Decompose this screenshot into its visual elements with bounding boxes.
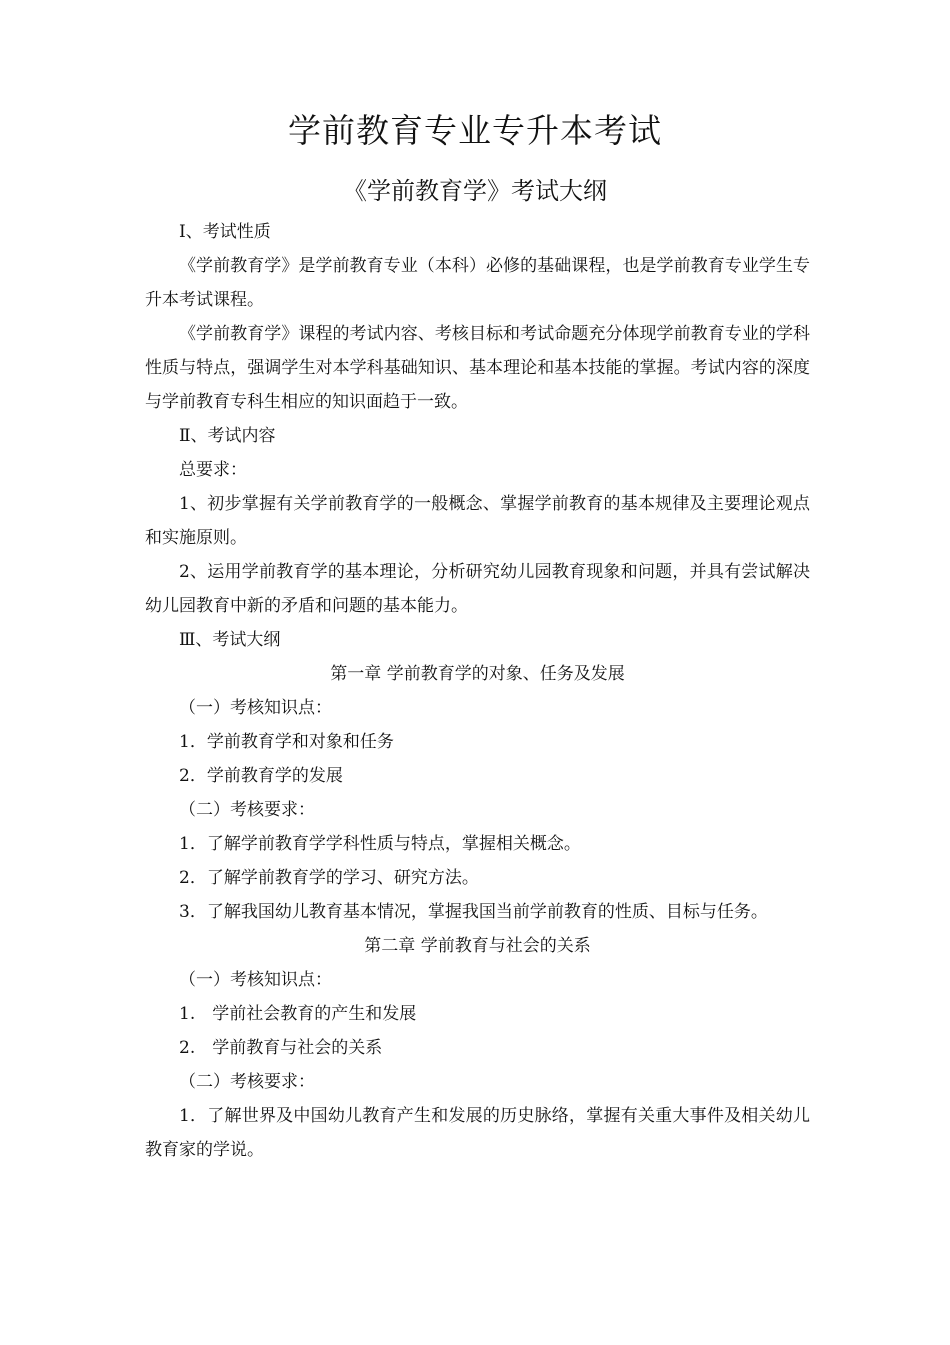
section-heading-nature: Ⅰ、考试性质: [179, 222, 271, 242]
chapter-2-knowledge-1: 1. 学前社会教育的产生和发展: [179, 1004, 417, 1024]
chapter-1-knowledge-2: 2．学前教育学的发展: [179, 766, 343, 786]
chapter-2-requirement-1: 1．了解世界及中国幼儿教育产生和发展的历史脉络，掌握有关重大事件及相关幼儿教育家的学说。: [145, 1106, 810, 1160]
chapter-1-requirement-3: 3．了解我国幼儿教育基本情况，掌握我国当前学前教育的性质、目标与任务。: [179, 902, 768, 922]
section-heading-content: Ⅱ、考试内容: [179, 426, 276, 446]
chapter-1-knowledge-1: 1．学前教育学和对象和任务: [179, 732, 394, 752]
requirement-2: 2、运用学前教育学的基本理论，分析研究幼儿园教育现象和问题，并具有尝试解决幼儿园教育中新的矛盾和问题的基本能力。: [145, 562, 810, 616]
requirement-1: 1、初步掌握有关学前教育学的一般概念、掌握学前教育的基本规律及主要理论观点和实施原则。: [145, 494, 810, 548]
general-requirements-heading: 总要求：: [179, 460, 247, 480]
chapter-1-requirement-2: 2．了解学前教育学的学习、研究方法。: [179, 868, 479, 888]
paragraph-nature-2: 《学前教育学》课程的考试内容、考核目标和考试命题充分体现学前教育专业的学科性质与特点，强调学生对本学科基础知识、基本理论和基本技能的掌握。考试内容的深度与学前教育专科生相应的知识面趋于一致。: [145, 324, 810, 412]
chapter-2-knowledge-heading: （一）考核知识点：: [179, 970, 332, 990]
chapter-2-heading: 第二章 学前教育与社会的关系: [364, 936, 591, 956]
chapter-2-knowledge-2: 2. 学前教育与社会的关系: [179, 1038, 383, 1058]
document-subtitle: 《学前教育学》考试大纲: [343, 177, 607, 205]
chapter-2-requirements-heading: （二）考核要求：: [179, 1072, 315, 1092]
paragraph-nature-1: 《学前教育学》是学前教育专业（本科）必修的基础课程，也是学前教育专业学生专升本考试课程。: [145, 256, 810, 310]
chapter-1-knowledge-heading: （一）考核知识点：: [179, 698, 332, 718]
section-heading-outline: Ⅲ、考试大纲: [179, 630, 281, 650]
document-title: 学前教育专业专升本考试: [288, 111, 662, 150]
chapter-1-heading: 第一章 学前教育学的对象、任务及发展: [330, 664, 625, 684]
document-body: [145, 215, 810, 1167]
chapter-1-requirements-heading: （二）考核要求：: [179, 800, 315, 820]
chapter-1-requirement-1: 1．了解学前教育学学科性质与特点，掌握相关概念。: [179, 834, 581, 854]
